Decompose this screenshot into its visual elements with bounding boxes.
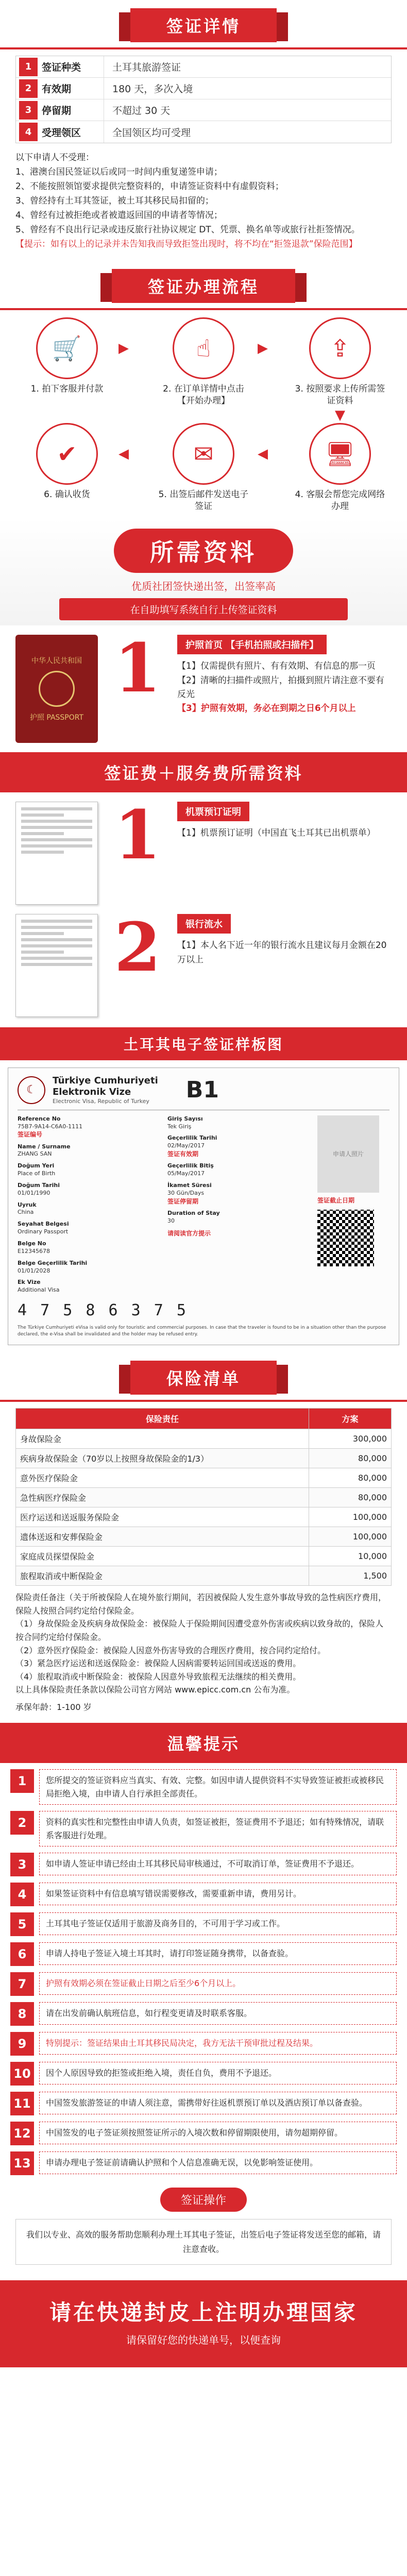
callout: 签证停留期 xyxy=(167,1197,199,1205)
row-number: 4 xyxy=(19,123,38,141)
note-line: 【提示：如有以上的记录并未告知我而导致拒签出现时，将不均在“拒签退款”保险范围】 xyxy=(15,239,358,250)
step-number: 1 xyxy=(30,384,37,395)
tip-item: 11 中国签发旅游签证的申请人须注意，需携带好往返机票预订单以及酒店预订单以备查验。 xyxy=(10,2092,397,2115)
material-line: 【2】清晰的扫描件或照片，拍摄到照片请注意不要有反光 xyxy=(177,675,384,700)
field-value: ZHANG SAN xyxy=(18,1150,52,1158)
process-step: ☝ 2. 在订单详情中点击【开始办理】 xyxy=(157,317,250,407)
details-row xyxy=(16,121,391,143)
divider xyxy=(0,308,407,310)
details-row xyxy=(16,78,391,99)
table-row: 意外医疗保险金 80,000 xyxy=(16,1468,392,1488)
callout: 签证编号 xyxy=(18,1131,43,1139)
process-step: ✔ 6. 确认收货 xyxy=(21,423,113,501)
insurance-note: （1）身故保险金及疾病身故保险金：被保险人于保险期间因遭受意外伤害或疾病以致身故的，保险人按合同约定给付保险金。 xyxy=(15,1619,384,1642)
material-tag: 护照首页 【手机拍照或扫描件】 xyxy=(177,635,327,654)
material-line: 【1】仅需提供有照片、有有效期、有信息的那一页 xyxy=(177,661,376,672)
item-number: 1 xyxy=(114,795,161,875)
step-label: 确认收货 xyxy=(55,489,90,500)
item-number: 1 xyxy=(114,629,161,708)
document-image xyxy=(15,914,98,1017)
row-label: 停留期 xyxy=(42,105,72,116)
item-number: 2 xyxy=(114,908,161,987)
process-steps xyxy=(15,317,392,518)
qr-code-icon xyxy=(317,1210,374,1266)
row-number: 2 xyxy=(19,79,38,98)
field-value: E12345678 xyxy=(18,1247,50,1255)
mail-icon: ✉ xyxy=(173,423,234,485)
field-key: İkamet Süresi xyxy=(167,1181,212,1189)
tip-item: 8 请在出发前确认航班信息，如行程变更请及时联系客服。 xyxy=(10,2002,397,2026)
details-table xyxy=(15,56,392,143)
visa-type: B1 xyxy=(185,1077,219,1104)
table-row: 身故保险金 300,000 xyxy=(16,1429,392,1449)
note-line: 5、曾经有不良出行记录或违反旅行社协议规定 DT、凭票、换名单等或旅行社拒签情况。 xyxy=(15,225,360,235)
materials-notice: 在自助填写系统自行上传签证资料 xyxy=(59,598,348,620)
field-value: Ordinary Passport xyxy=(18,1228,69,1235)
field-value: 01/01/1990 xyxy=(18,1189,50,1196)
tip-item: 10 因个人原因导致的拒签或拒绝入境，责任自负，费用不予退还。 xyxy=(10,2062,397,2086)
fields-right xyxy=(167,1115,310,1298)
callout: 签证有效期 xyxy=(167,1150,199,1158)
field-value: 01/01/2028 xyxy=(18,1267,50,1274)
bottom-subtitle: 请保留好您的快递单号，以便查询 xyxy=(126,2333,281,2346)
material-flight xyxy=(15,795,392,905)
materials-banner xyxy=(0,518,407,625)
visa-number: 4 7 5 8 6 3 7 5 xyxy=(18,1301,188,1320)
tip-item: 6 申请人持电子签证入境土耳其时，请打印签证随身携带，以备查验。 xyxy=(10,1942,397,1966)
process-header xyxy=(0,261,407,308)
flow-title: 签证操作 xyxy=(160,2188,247,2212)
check-icon: ✔ xyxy=(36,423,98,485)
seal-icon: ☾ xyxy=(18,1076,45,1104)
field-key: Belge No xyxy=(18,1240,46,1247)
insurance-note: （3）紧急医疗运送和送返保险金：被保险人因病需要转运回国或送返的费用。 xyxy=(15,1658,301,1669)
arrow-right-icon: ▶ xyxy=(118,341,129,357)
insurance-table xyxy=(15,1408,392,1586)
insurance-note: （4）旅程取消或中断保险金：被保险人因意外导致旅程无法继续的相关费用。 xyxy=(15,1671,301,1682)
process-title: 签证办理流程 xyxy=(112,269,295,303)
material-line: 【1】机票预订证明（中国直飞土耳其已出机票单） xyxy=(177,828,376,839)
field-value: 02/May/2017 xyxy=(167,1142,205,1149)
row-value: 土耳其旅游签证 xyxy=(104,56,181,77)
process-step: ⇪ 3. 按照要求上传所需签证资料 xyxy=(294,317,386,407)
field-value: 30 xyxy=(167,1217,175,1224)
insurance-note: （2）意外医疗保险金：被保险人因意外伤害导致的合理医疗费用，按合同约定给付。 xyxy=(15,1645,326,1655)
tip-item: 1 您所提交的签证资料应当真实、有效、完整。如因申请人提供资料不实导致签证被拒或被移民局拒绝入境，由申请人自行承担全部责任。 xyxy=(10,1769,397,1805)
materials-subtitle: 优质社团签快递出签，出签率高 xyxy=(131,580,276,593)
field-key: Seyahat Belgesi xyxy=(18,1221,69,1228)
sample-title: 土耳其电子签证样板图 xyxy=(0,1027,407,1060)
flow-text: 我们以专业、高效的服务帮助您顺利办理土耳其电子签证，出签后电子签证将发送至您的邮箱，请注意查收。 xyxy=(15,2219,392,2264)
arrow-right-icon: ▶ xyxy=(258,341,268,357)
table-row: 医疗运送和送返服务保险金 100,000 xyxy=(16,1507,392,1527)
document-image xyxy=(15,802,98,905)
insurance-title: 保险清单 xyxy=(130,1361,277,1395)
details-title: 签证详情 xyxy=(130,8,277,42)
divider xyxy=(0,47,407,49)
row-number: 1 xyxy=(19,58,38,76)
arrow-left-icon: ◀ xyxy=(258,446,268,462)
field-value: Tek Giriş xyxy=(167,1123,192,1130)
row-value: 180 天，多次入境 xyxy=(104,78,193,99)
row-label: 签证种类 xyxy=(42,62,81,73)
field-value: 05/May/2017 xyxy=(167,1170,205,1177)
step-label: 出签后邮件发送电子签证 xyxy=(169,489,249,512)
callout: 签证截止日期 xyxy=(317,1196,355,1204)
note-line: 2、不能按照领馆要求提供完整资料的，申请签证资料中有虚假资料； xyxy=(15,181,284,192)
divider xyxy=(0,1400,407,1402)
note-line: 3、曾经持有土耳其签证，被土耳其移民局扣留的； xyxy=(15,196,214,207)
tip-item: 7 护照有效期必须在签证截止日期之后至少6个月以上。 xyxy=(10,1972,397,1996)
note-line: 4、曾经有过被拒绝或者被遣返回国的申请者等情况； xyxy=(15,210,223,221)
emblem-icon xyxy=(39,671,75,707)
fields-left xyxy=(18,1115,160,1298)
step-label: 客服会帮您完成网络办理 xyxy=(306,489,385,512)
step-number: 5 xyxy=(158,489,164,500)
field-value: 30 Gün/Days xyxy=(167,1189,205,1196)
step-number: 6 xyxy=(44,489,49,500)
bottom-banner xyxy=(0,2280,407,2367)
field-key: Belge Geçerlilik Tarihi xyxy=(18,1259,88,1266)
tip-item: 5 土耳其电子签证仅适用于旅游及商务目的，不可用于学习或工作。 xyxy=(10,1912,397,1936)
details-row xyxy=(16,56,391,78)
tip-item: 2 资料的真实性和完整性由申请人负责，如签证被拒，签证费用不予退还；如有特殊情况，请联系客服进行处理。 xyxy=(10,1811,397,1846)
col-header: 方案 xyxy=(309,1409,392,1429)
upload-icon: ⇪ xyxy=(309,317,371,379)
tip-item: 13 申请办理电子签证前请确认护照和个人信息准确无误，以免影响签证使用。 xyxy=(10,2151,397,2175)
material-warning: 【3】护照有效期，务必在到期之日6个月以上 xyxy=(177,703,356,714)
step-label: 按照要求上传所需签证资料 xyxy=(306,384,385,406)
field-value: Place of Birth xyxy=(18,1170,56,1177)
field-value: China xyxy=(18,1209,34,1216)
table-row: 旅程取消或中断保险金 1,500 xyxy=(16,1566,392,1586)
cart-icon: 🛒 xyxy=(36,317,98,379)
field-key: Reference No xyxy=(18,1115,61,1122)
tips-header: 温馨提示 xyxy=(0,1723,407,1763)
insurance-header xyxy=(0,1352,407,1400)
field-key: Ek Vize xyxy=(18,1279,41,1286)
table-row: 疾病身故保险金（70岁以上按照身故保险金的1/3） 80,000 xyxy=(16,1449,392,1468)
bottom-title: 请在快递封皮上注明办理国家 xyxy=(49,2299,358,2325)
table-row: 遗体送返和安葬保险金 100,000 xyxy=(16,1527,392,1547)
field-key: Doğum Tarihi xyxy=(18,1181,60,1189)
material-line: 【1】本人名下近一年的银行流水且建议每月金额在20万以上 xyxy=(177,940,387,965)
process-step: 🖥 4. 客服会帮您完成网络办理 xyxy=(294,423,386,513)
details-row xyxy=(16,99,391,121)
passport-country: 中华人民共和国 xyxy=(31,657,82,666)
flow-header xyxy=(0,2188,407,2212)
org-line2: Elektronik Vize xyxy=(53,1086,131,1097)
details-notes xyxy=(15,150,392,251)
arrow-down-icon: ▼ xyxy=(335,408,345,423)
fee-materials-header: 签证费＋服务费所需资料 xyxy=(0,752,407,792)
row-value: 不超过 30 天 xyxy=(104,99,170,121)
field-key: Doğum Yeri xyxy=(18,1162,55,1170)
evisa-sample xyxy=(8,1067,399,1345)
passport-image xyxy=(15,635,98,743)
step-number: 3 xyxy=(295,384,301,395)
tip-item: 12 中国签发的电子签证须按照签证所示的入境次数和停留期限使用，请勿超期停留。 xyxy=(10,2122,397,2145)
material-tag: 银行流水 xyxy=(177,914,231,934)
click-icon: ☝ xyxy=(173,317,234,379)
org-line1: Türkiye Cumhuriyeti xyxy=(53,1075,158,1087)
field-key: Duration of Stay xyxy=(167,1209,220,1216)
tip-item: 9 特别提示：签证结果由土耳其移民局决定，我方无法干预审批过程及结果。 xyxy=(10,2032,397,2056)
process-step: 🛒 1. 拍下客服并付款 xyxy=(21,317,113,395)
materials-title: 所需资料 xyxy=(114,529,293,573)
field-key: Name / Surname xyxy=(18,1143,71,1150)
evisa-footer: The Türkiye Cumhuriyeti eVisa is valid only for touristic and commercial purposes. In case that the traveler is found to be in a situation other than the purpose declared, the e-Visa shall be invalidated and the holder may be refused entry. xyxy=(18,1325,386,1337)
applicant-photo xyxy=(317,1115,379,1193)
row-number: 3 xyxy=(19,101,38,120)
tip-item: 3 如申请人签证申请已经由土耳其移民局审核通过，不可取消订单，签证费用不予退还。 xyxy=(10,1853,397,1876)
step-label: 在订单详情中点击【开始办理】 xyxy=(174,384,244,406)
insurance-notes xyxy=(15,1591,392,1697)
field-value: 75B7-9A14-C6A0-1111 xyxy=(18,1123,83,1130)
photo-label: 申请人照片 xyxy=(332,1150,364,1158)
passport-word: 护照 PASSPORT xyxy=(29,714,84,722)
field-key: Geçerlilik Bitiş xyxy=(167,1162,214,1170)
insurance-note: 以上具体保险责任条款以保险公司官方网站 www.epicc.com.cn 公布为准。 xyxy=(15,1685,295,1695)
note-line: 以下申请人不受理： xyxy=(15,152,94,163)
row-label: 受理领区 xyxy=(42,127,81,139)
details-header xyxy=(0,0,407,47)
material-tag: 机票预订证明 xyxy=(177,802,249,821)
col-header: 保险责任 xyxy=(16,1409,309,1429)
step-label: 拍下客服并付款 xyxy=(42,384,104,395)
process-step: ✉ 5. 出签后邮件发送电子签证 xyxy=(157,423,250,513)
table-row: 急性病医疗保险金 80,000 xyxy=(16,1488,392,1507)
field-key: Giriş Sayısı xyxy=(167,1115,203,1122)
age-limit: 承保年龄：1-100 岁 xyxy=(15,1702,92,1713)
note-line: 1、港澳台国民签证以后或同一时间内重复递签申请； xyxy=(15,167,223,178)
insurance-note: 保险责任备注（关于所被保险人在境外旅行期间，若因被保险人发生意外事故导致的急性病医疗费用，保险人按照合同约定给付保险金。 xyxy=(15,1592,387,1616)
row-label: 有效期 xyxy=(42,83,72,95)
arrow-left-icon: ◀ xyxy=(118,446,129,462)
callout: 请阅读官方提示 xyxy=(167,1229,211,1237)
field-key: Uyruk xyxy=(18,1201,37,1208)
org-line3: Electronic Visa, Republic of Turkey xyxy=(53,1097,149,1105)
material-bank xyxy=(15,908,392,1017)
tips-list xyxy=(0,1769,407,2175)
material-passport xyxy=(15,629,392,743)
field-value: Additional Visa xyxy=(18,1286,60,1294)
tip-item: 4 如果签证资料中有信息填写错误需要修改，需要重新申请，费用另计。 xyxy=(10,1883,397,1906)
computer-icon: 🖥 xyxy=(309,423,371,485)
step-number: 4 xyxy=(295,489,301,500)
field-key: Geçerlilik Tarihi xyxy=(167,1134,217,1142)
row-value: 全国领区均可受理 xyxy=(104,121,191,143)
step-number: 2 xyxy=(163,384,168,395)
table-row: 家庭成员探望保险金 10,000 xyxy=(16,1547,392,1566)
